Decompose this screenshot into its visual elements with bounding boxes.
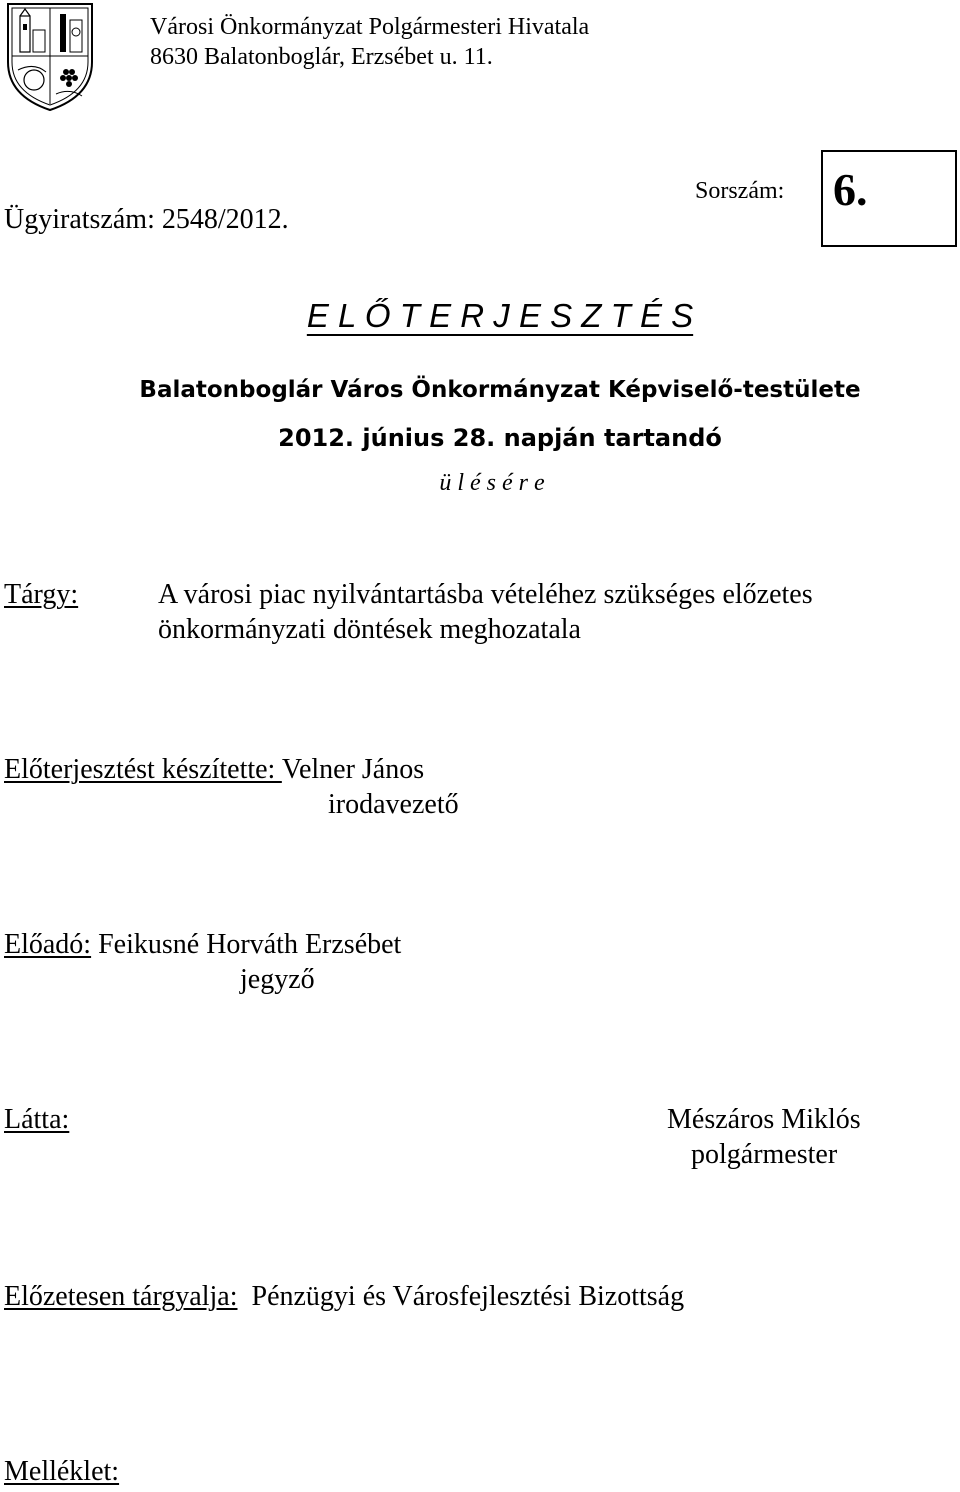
sorszam-value: 6. (833, 164, 868, 215)
mayor-name: Mészáros Miklós (667, 1104, 861, 1135)
meeting-date: 2012. június 28. napján tartandó (278, 424, 722, 452)
meeting-word: ü l é s é r e (439, 470, 545, 496)
office-name: Városi Önkormányzat Polgármesteri Hivatala (150, 14, 590, 40)
subject-line-1: A városi piac nyilvántartásba vételéhez szükséges előzetes (158, 579, 813, 610)
prepared-by-name: Velner János (281, 754, 425, 785)
mayor-role: polgármester (691, 1139, 838, 1170)
prepared-by-label: Előterjesztést készítette: (4, 754, 282, 785)
subject-label: Tárgy: (4, 579, 79, 610)
document-title: E L Ő T E R J E S Z T É S (306, 297, 694, 334)
presenter (4, 928, 401, 962)
city-coat-of-arms-icon (4, 0, 96, 112)
presenter-name: Feikusné Horváth Erzsébet (91, 929, 402, 960)
attachment-label: Melléklet: (4, 1456, 120, 1487)
prepared-by-role: irodavezető (328, 789, 459, 820)
presenter-label: Előadó: (4, 929, 92, 960)
sorszam-label: Sorszám: (695, 178, 785, 204)
council-line: Balatonboglár Város Önkormányzat Képviselő-testülete (139, 377, 861, 403)
case-number: Ügyiratszám: 2548/2012. (4, 204, 289, 235)
subject-line-2: önkormányzati döntések meghozatala (158, 614, 581, 645)
office-address: 8630 Balatonboglár, Erzsébet u. 11. (150, 44, 493, 70)
committee-value: Pénzügyi és Városfejlesztési Bizottság (251, 1281, 685, 1312)
prepared-by (4, 753, 424, 787)
sorszam-box (821, 150, 957, 247)
seen-label: Látta: (4, 1104, 70, 1135)
committee (4, 1280, 684, 1314)
committee-label: Előzetesen tárgyalja: (4, 1281, 238, 1312)
presenter-role: jegyző (240, 964, 315, 995)
